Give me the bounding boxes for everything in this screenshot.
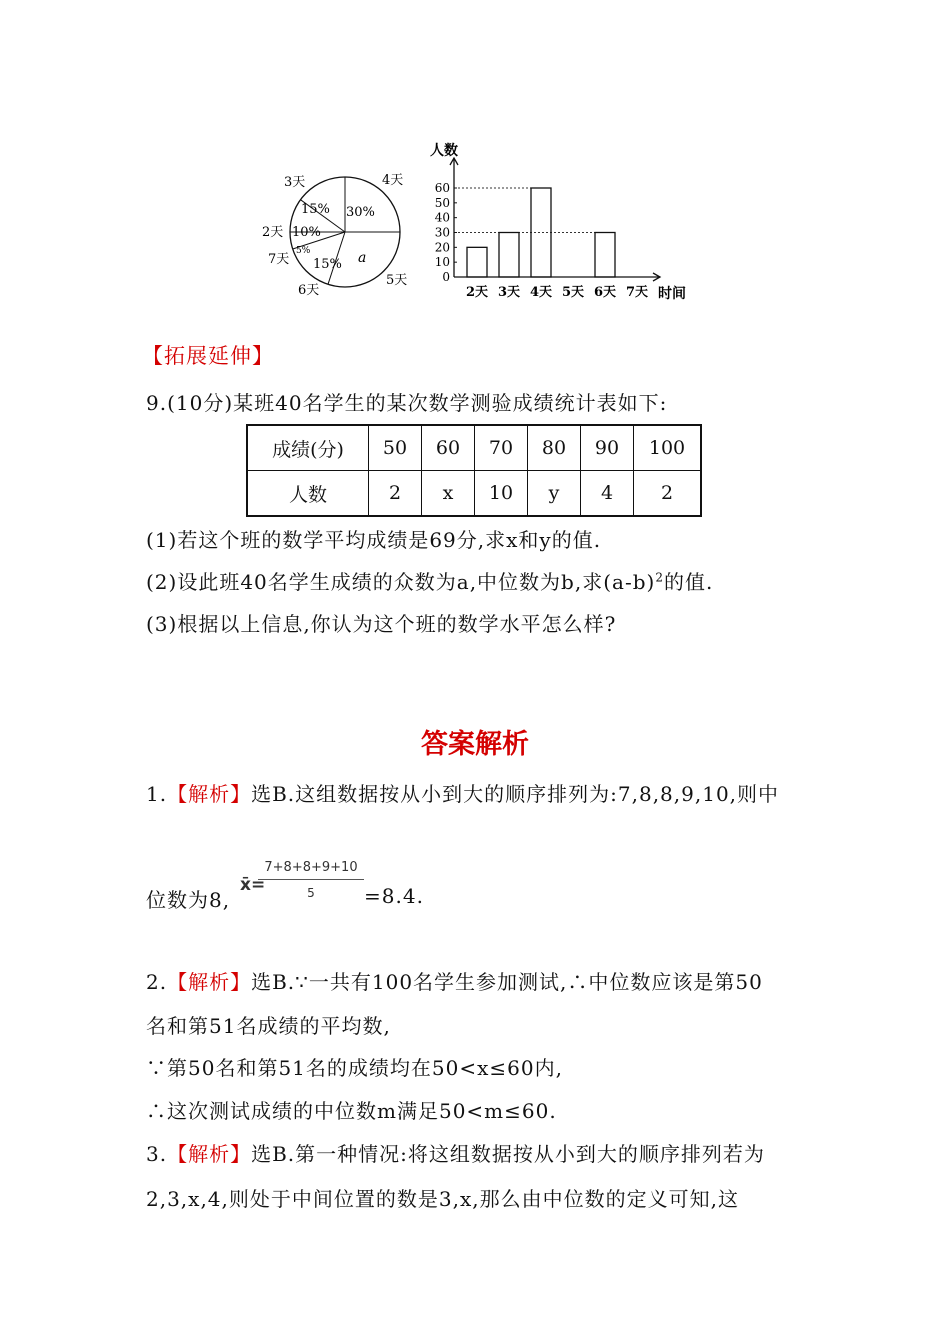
q9-part1: (1)若这个班的数学平均成绩是69分,求x和y的值. <box>146 528 602 552</box>
y-tick-label: 10 <box>434 255 450 270</box>
pie-label-2day: 2天 <box>262 225 284 240</box>
xbar-symbol: x̄= <box>240 875 266 895</box>
pie-slice-5: 5% <box>296 246 311 256</box>
pie-label-6day: 6天 <box>298 283 320 298</box>
y-tick-label: 0 <box>442 270 450 284</box>
answer-1-text: 选B.这组数据按从小到大的顺序排列为:7,8,8,9,10,则中 <box>251 782 780 806</box>
pie-slice-15-top: 15% <box>301 202 330 217</box>
table-cell: 人数 <box>247 471 369 517</box>
pie-slice-a: a <box>358 250 367 266</box>
answer-1-line-2-prefix: 位数为8, <box>146 888 231 912</box>
table-cell: 60 <box>422 425 475 471</box>
answer-2-line-2: 名和第51名成绩的平均数, <box>146 1014 391 1038</box>
table-row <box>247 425 701 471</box>
pie-label-5day: 5天 <box>386 273 408 288</box>
answer-3-number: 3. <box>146 1142 168 1166</box>
q9-part2-text: (2)设此班40名学生成绩的众数为a,中位数为b,求(a-b) <box>146 570 656 594</box>
table-cell: 100 <box>634 425 702 471</box>
bar <box>467 247 487 277</box>
x-tick-label: 5天 <box>561 285 585 300</box>
y-tick-label: 30 <box>434 225 450 240</box>
score-table <box>246 424 702 517</box>
table-cell: 4 <box>581 471 634 517</box>
answer-2-text: 选B.∵一共有100名学生参加测试,∴中位数应该是第50 <box>251 970 763 994</box>
x-tick-label: 7天 <box>625 285 649 300</box>
answer-3-text: 选B.第一种情况:将这组数据按从小到大的顺序排列若为 <box>251 1142 765 1166</box>
answer-1-number: 1. <box>146 782 168 806</box>
answer-1-tag: 【解析】 <box>167 782 252 806</box>
x-tick-label: 4天 <box>529 285 553 300</box>
pie-slice-30: 30% <box>346 205 375 220</box>
bar <box>499 233 519 278</box>
answers-title: 答案解析 <box>421 729 529 760</box>
q9-intro: 9.(10分)某班40名学生的某次数学测验成绩统计表如下: <box>146 391 668 415</box>
pie-label-3day: 3天 <box>284 175 306 190</box>
answer-2-number: 2. <box>146 970 168 994</box>
table-cell: 2 <box>634 471 702 517</box>
q9-part2-tail: 的值. <box>663 570 714 594</box>
table-cell: 80 <box>528 425 581 471</box>
section-heading-extension: 【拓展延伸】 <box>142 344 274 368</box>
bar-chart <box>420 138 700 308</box>
table-cell: 2 <box>369 471 422 517</box>
bar-y-title: 人数 <box>430 143 458 159</box>
x-tick-label: 6天 <box>593 285 617 300</box>
fraction <box>258 860 364 900</box>
fraction-numerator: 7+8+8+9+10 <box>258 860 364 880</box>
answer-3-tag: 【解析】 <box>167 1142 252 1166</box>
y-tick-label: 50 <box>434 195 450 210</box>
q9-part3: (3)根据以上信息,你认为这个班的数学水平怎么样? <box>146 612 617 636</box>
y-tick-label: 40 <box>434 210 450 225</box>
pie-slice-15-bottom: 15% <box>313 257 342 272</box>
y-tick-label: 60 <box>434 181 450 195</box>
answer-3-line-2: 2,3,x,4,则处于中间位置的数是3,x,那么由中位数的定义可知,这 <box>146 1187 739 1211</box>
table-row <box>247 471 701 517</box>
answer-1-result: =8.4. <box>364 884 424 908</box>
x-tick-label: 3天 <box>497 285 521 300</box>
pie-chart <box>258 160 428 300</box>
table-cell: x <box>422 471 475 517</box>
answer-1-line-1 <box>146 778 779 807</box>
y-tick-label: 20 <box>434 240 450 255</box>
x-tick-label: 2天 <box>465 285 489 300</box>
table-cell: y <box>528 471 581 517</box>
table-cell: 90 <box>581 425 634 471</box>
pie-slice-10: 10% <box>292 225 321 240</box>
answer-2-tag: 【解析】 <box>167 970 252 994</box>
pie-label-7day: 7天 <box>268 252 290 267</box>
bar <box>595 233 615 278</box>
answer-3-line-1 <box>146 1138 765 1167</box>
answer-2-line-3: ∵第50名和第51名的成绩均在50<x≤60内, <box>146 1056 563 1080</box>
q9-part2 <box>146 566 713 595</box>
answer-2-line-1 <box>146 966 763 995</box>
answer-2-line-4: ∴这次测试成绩的中位数m满足50<m≤60. <box>146 1099 557 1123</box>
table-cell: 10 <box>475 471 528 517</box>
bar-x-title: 时间 <box>658 286 686 302</box>
table-cell: 70 <box>475 425 528 471</box>
q9-part2-exponent: 2 <box>655 570 664 585</box>
fraction-denominator: 5 <box>307 886 315 900</box>
pie-label-4day: 4天 <box>382 173 404 188</box>
table-cell: 成绩(分) <box>247 425 369 471</box>
table-cell: 50 <box>369 425 422 471</box>
